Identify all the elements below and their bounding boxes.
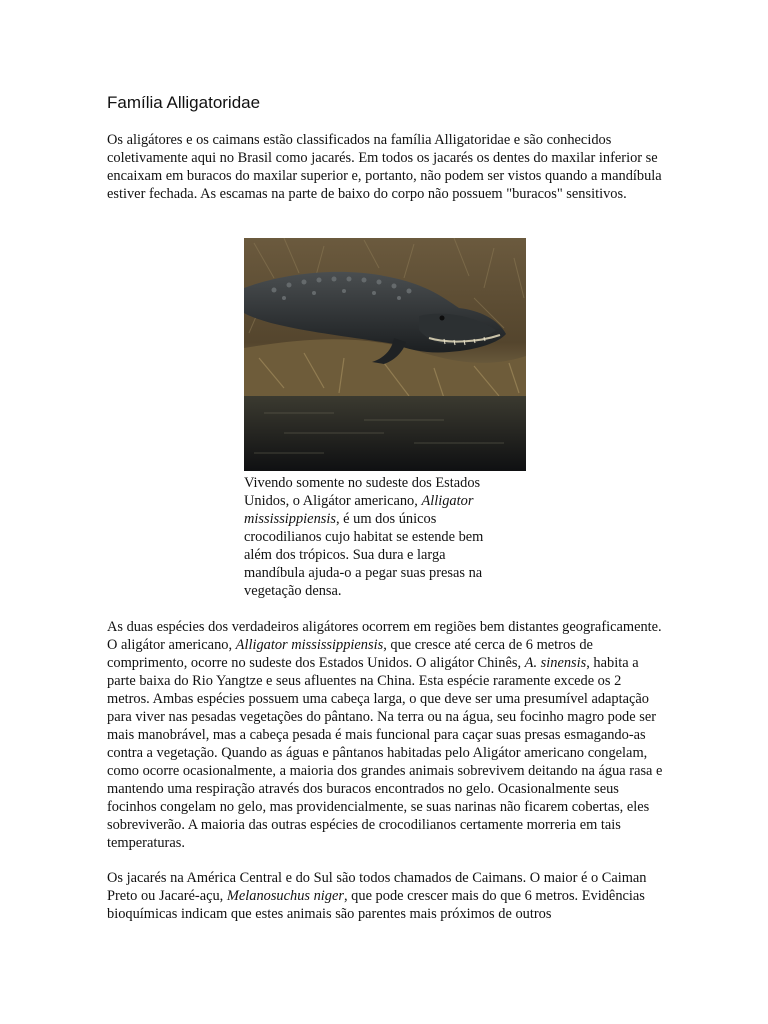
section-title: Família Alligatoridae [107,93,261,112]
paragraph-text: , habita a parte baixa do Rio Yangtze e seus afluentes na China. Esta espécie raramente excede os 2 metros. Ambas espécies possuem uma cabeça larga, o que deve ser uma presumível adaptação para viver nas pesadas vegetações do pântano. Na terra ou na água, seu focinho magro pode ser mais manobrável, mas a cabeça pesada é mais funcional para caçar suas presas esmagando-as contra a vegetação. Quando as águas e pântanos habitadas pelo Aligátor americano congelam, como ocorre ocasionalmente, a maioria dos grandes animais sobrevivem deitando na água rasa e mantendo uma respiração através dos buracos encontrados no gelo. Ocasionalmente seus focinhos congelam no gelo, mas providencialmente, se suas narinas não ficarem cobertas, eles sobreviverão. A maioria das outras espécies de crocodilianos certamente morreria em tais temperaturas. [107,655,663,851]
caption-text: , é um dos únicos crocodilianos cujo habitat se estende bem além dos trópicos. Sua dura e larga mandíbula ajuda-o a pegar suas presas na vegetação densa. [244,511,484,599]
intro-paragraph: Os aligátores e os caimans estão classificados na família Alligatoridae e são conhecidos coletivamente aqui no Brasil como jacarés. Em todos os jacarés os dentes do maxilar inferior se encaixam em buracos do maxilar superior e, portanto, não podem ser vistos quando a mandíbula estiver fechada. As escamas na parte de baixo do corpo não possuem "buracos" sensitivos. [107,132,662,202]
species-name: A. sinensis [524,655,587,671]
species-name: Alligator mississippiensis [235,637,384,653]
alligator-photo [244,238,526,471]
paragraph-text: , que cresce até cerca de 6 metros de comprimento, ocorre no sudeste dos Estados Unidos. O aligátor Chinês, [107,637,593,671]
body-paragraph [107,618,667,852]
caption-text: Vivendo somente no sudeste dos Estados Unidos, o Aligátor americano, [244,475,481,509]
paragraph-text: As duas espécies dos verdadeiros aligátores ocorrem em regiões bem distantes geograficamente. O aligátor americano, [107,619,662,653]
figure [244,238,526,600]
paragraph-text: , que pode crescer mais do que 6 metros. Evidências bioquímicas indicam que estes animais são parentes mais próximos de outros [107,888,645,922]
paragraph-text: Os jacarés na América Central e do Sul são todos chamados de Caimans. O maior é o Caiman Preto ou Jacaré-açu, [107,870,647,904]
figure-caption [244,474,506,600]
caption-species-name: Alligator mississippiensis [244,493,474,527]
species-name: Melanosuchus niger [226,888,344,904]
body-paragraph [107,869,667,923]
